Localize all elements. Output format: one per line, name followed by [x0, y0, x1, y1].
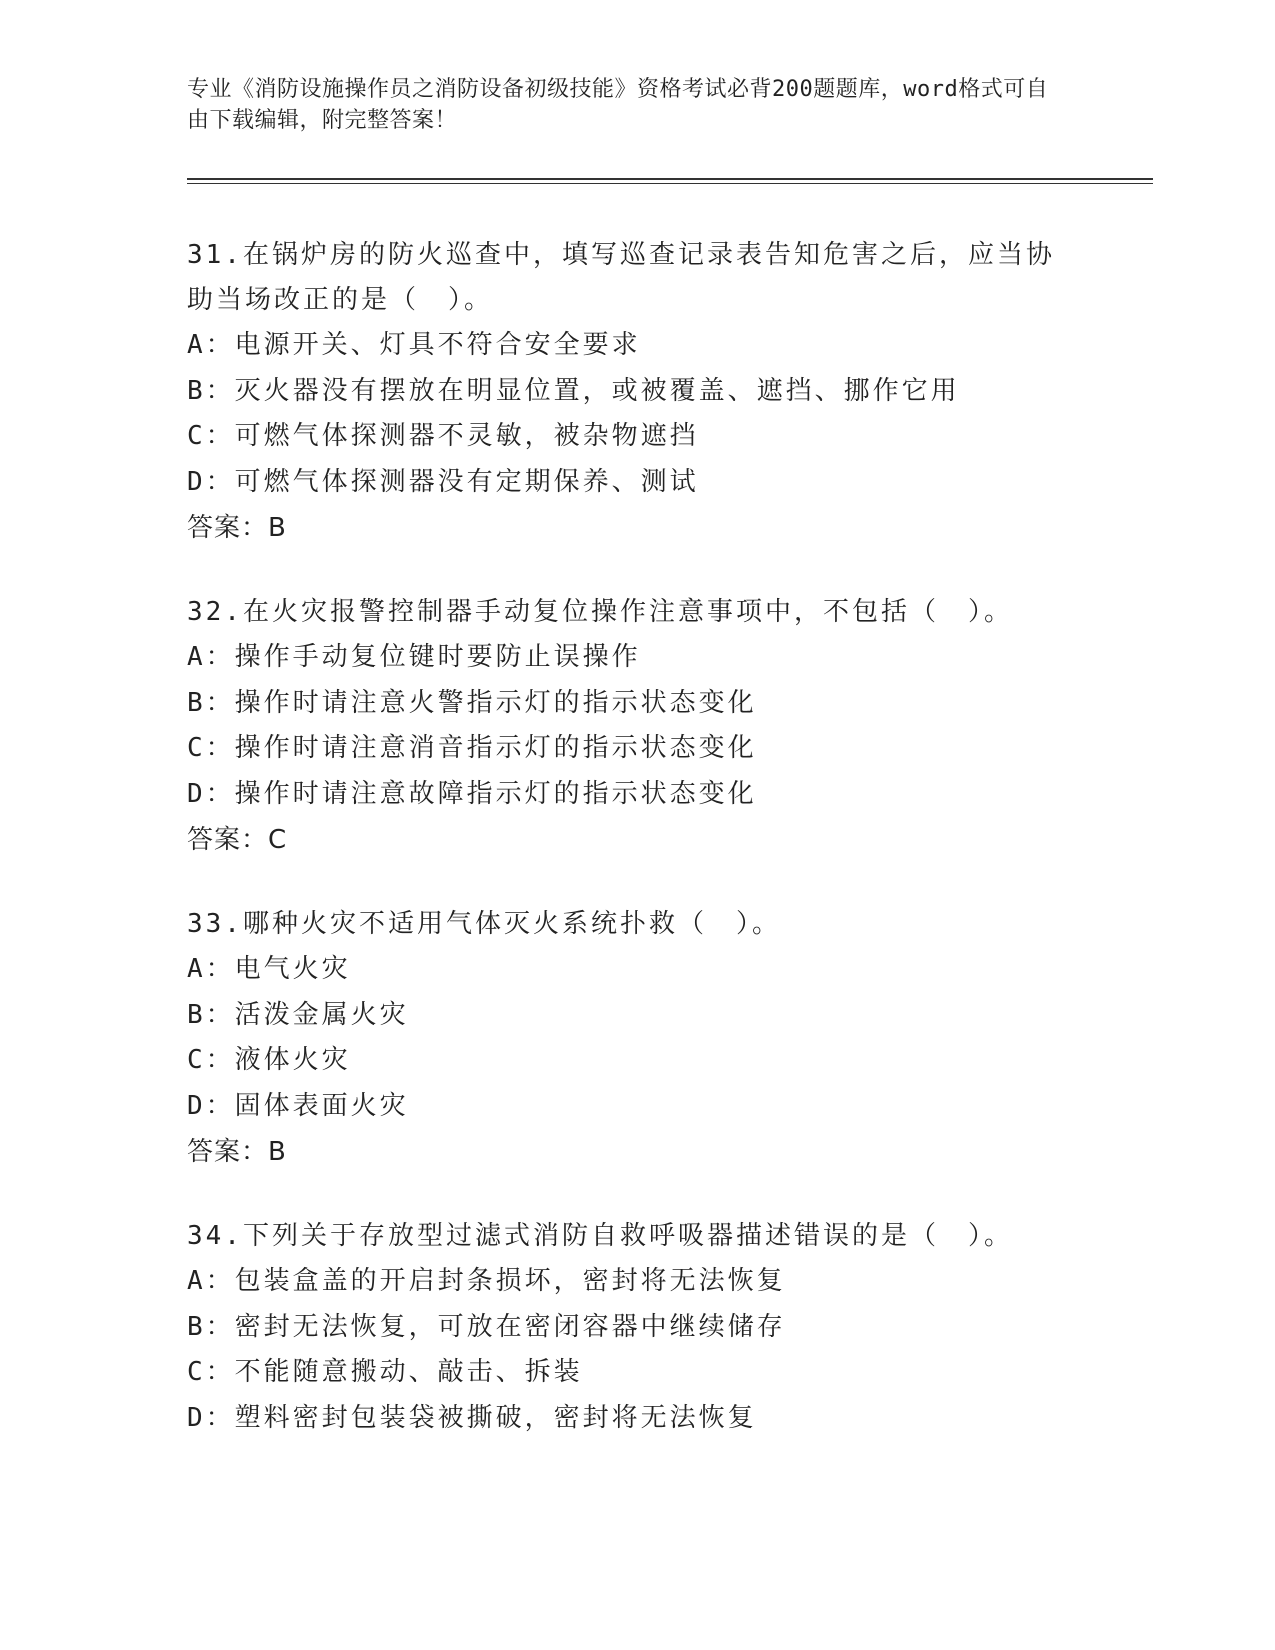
header-divider — [187, 178, 1153, 180]
question-list — [187, 233, 1087, 1480]
option-a: A：电气火灾 — [187, 954, 351, 984]
option-b: B：灭火器没有摆放在明显位置，或被覆盖、遮挡、挪作它用 — [187, 375, 960, 406]
option-d: D：塑料密封包装袋被撕破，密封将无法恢复 — [187, 1402, 757, 1433]
option-b: B：操作时请注意火警指示灯的指示状态变化 — [187, 687, 757, 718]
question-31 — [187, 233, 1087, 551]
question-text: 33.哪种火灾不适用气体灭火系统扑救（ ）。 — [187, 909, 781, 939]
question-text: 31.在锅炉房的防火巡查中，填写巡查记录表告知危害之后，应当协助当场改正的是（ ）。 — [187, 240, 1055, 315]
header-divider-thin — [187, 183, 1153, 184]
question-34 — [187, 1214, 1087, 1441]
question-text: 32.在火灾报警控制器手动复位操作注意事项中，不包括（ ）。 — [187, 597, 1013, 627]
option-a: A：包装盒盖的开启封条损坏，密封将无法恢复 — [187, 1266, 786, 1296]
option-b: B：活泼金属火灾 — [187, 999, 409, 1030]
document-header: 专业《消防设施操作员之消防设备初级技能》资格考试必背200题题库，word格式可自由下载编辑，附完整答案！ — [187, 77, 1049, 133]
option-d: D：可燃气体探测器没有定期保养、测试 — [187, 466, 699, 497]
option-c: C：可燃气体探测器不灵敏，被杂物遮挡 — [187, 421, 699, 451]
answer-label: 答案：C — [187, 825, 288, 855]
option-b: B：密封无法恢复，可放在密闭容器中继续储存 — [187, 1311, 786, 1342]
option-d: D：操作时请注意故障指示灯的指示状态变化 — [187, 778, 757, 809]
question-33 — [187, 902, 1087, 1175]
option-a: A：电源开关、灯具不符合安全要求 — [187, 330, 641, 360]
option-c: C：操作时请注意消音指示灯的指示状态变化 — [187, 733, 757, 763]
option-d: D：固体表面火灾 — [187, 1090, 409, 1121]
question-32 — [187, 590, 1087, 863]
option-c: C：液体火灾 — [187, 1045, 351, 1075]
option-c: C：不能随意搬动、敲击、拆装 — [187, 1357, 583, 1387]
answer-label: 答案：B — [187, 1137, 287, 1167]
option-a: A：操作手动复位键时要防止误操作 — [187, 642, 641, 672]
answer-label: 答案：B — [187, 513, 287, 543]
question-text: 34.下列关于存放型过滤式消防自救呼吸器描述错误的是（ ）。 — [187, 1221, 1013, 1251]
